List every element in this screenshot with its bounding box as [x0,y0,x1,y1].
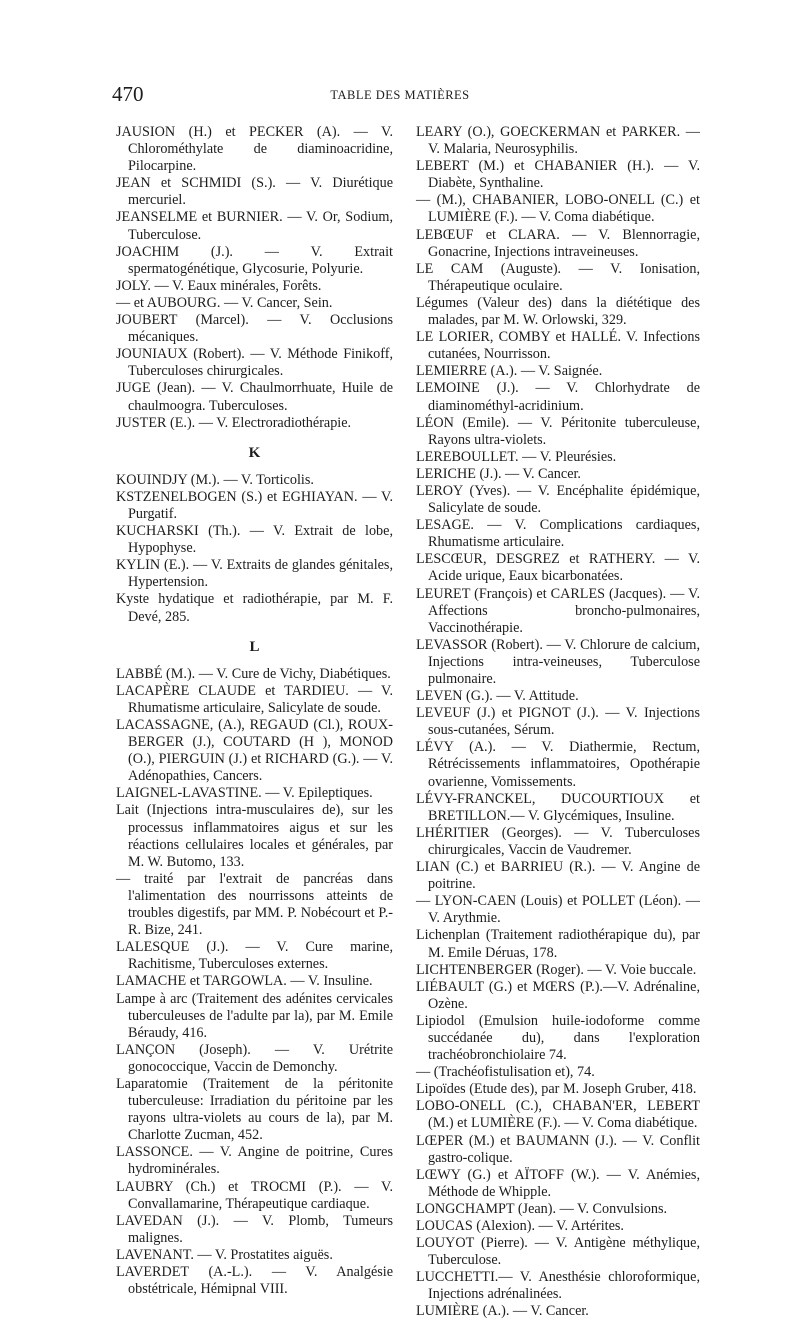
index-entry: JAUSION (H.) et PECKER (A). — V. Chlorométhylate de diaminoacridine, Pilocarpine. [116,124,393,175]
index-entry: Lipoïdes (Etude des), par M. Joseph Gruber, 418. [416,1081,697,1098]
index-entry: LACAPÈRE CLAUDE et TARDIEU. — V. Rhumatisme articulaire, Salicylate de soude. [116,682,393,716]
index-entry: JOUNIAUX (Robert). — V. Méthode Finikoff, Tuberculoses chirurgicales. [116,346,393,380]
index-entry: LEROY (Yves). — V. Encéphalite épidémique, Salicylate de soude. [416,482,700,517]
index-entry: Lampe à arc (Traitement des adénites cervicales tuberculeuses de l'adulte par la), par M. Emile Béraudy, 416. [116,990,393,1041]
index-entry: LAMACHE et TARGOWLA. — V. Insuline. [116,973,373,990]
left-column [116,124,393,1298]
index-entry: LHÉRITIER (Georges). — V. Tuberculoses chirurgicales, Vaccin de Vaudremer. [416,824,700,858]
index-entry: JUSTER (E.). — V. Electroradiothérapie. [116,414,352,431]
index-entry: KYLIN (E.). — V. Extraits de glandes génitales, Hypertension. [116,557,393,591]
index-entry: KOUINDJY (M.). — V. Torticolis. [116,471,314,488]
index-entry: LERICHE (J.). — V. Cancer. [416,465,581,482]
index-entry: LEURET (François) et CARLES (Jacques). — V. Affections broncho-pulmonaires, Vaccinothérapie. [416,585,700,636]
index-entry: LIÉBAULT (G.) et MŒRS (P.).—V. Adrénaline, Ozène. [416,978,700,1012]
index-entry: JOACHIM (J.). — V. Extrait spermatogénétique, Glycosurie, Polyurie. [116,243,393,277]
index-entry: LUCCHETTI.— V. Anesthésie chloroformique, Injections adrénalinées. [416,1269,700,1303]
index-entry: LEVEN (G.). — V. Attitude. [416,688,579,705]
index-entry: Laparatomie (Traitement de la péritonite tuberculeuse: Irradiation du péritoine par les rayons ultra-violets au cours de la), par M. Charlotte Zucman, 452. [116,1075,393,1144]
index-entry: LEARY (O.), GOECKERMAN et PARKER. — V. Malaria, Neurosyphilis. [416,124,700,158]
index-entry: LESAGE. — V. Complications cardiaques, Rhumatisme articulaire. [416,517,700,551]
index-entry: LÉVY (A.). — V. Diathermie, Rectum, Rétrécissements inflammatoires, Opothérapie ovarienne, Vomissements. [416,739,700,790]
index-entry: — (Trachéofistulisation et), 74. [416,1064,595,1081]
index-entry: — LYON-CAEN (Louis) et POLLET (Léon). — V. Arythmie. [416,893,700,927]
index-entry: LŒPER (M.) et BAUMANN (J.). — V. Conflit gastro-colique. [416,1132,700,1166]
index-entry: KSTZENELBOGEN (S.) et EGHIAYAN. — V. Purgatif. [116,488,393,522]
index-entry: LAIGNEL-LAVASTINE. — V. Epileptiques. [116,785,373,802]
index-entry: LOBO-ONELL (C.), CHABAN'ER, LEBERT (M.) et LUMIÈRE (F.). — V. Coma diabétique. [416,1098,700,1132]
index-entry: LEVEUF (J.) et PIGNOT (J.). — V. Injections sous-cutanées, Sérum. [416,705,700,739]
index-entry: LALESQUE (J.). — V. Cure marine, Rachitisme, Tuberculoses externes. [116,939,393,973]
index-entry: LABBÉ (M.). — V. Cure de Vichy, Diabétiques. [116,665,391,682]
index-entry: LŒWY (G.) et AÏTOFF (W.). — V. Anémies, Méthode de Whipple. [416,1166,700,1200]
index-entry: Lait (Injections intra-musculaires de), sur les processus inflammatoires aigus et sur les réactions cellulaires locales et générales, par M. W. Butomo, 133. [116,802,393,870]
index-entry: JOLY. — V. Eaux minérales, Forêts. [116,277,322,294]
index-entry: JEANSELME et BURNIER. — V. Or, Sodium, Tuberculose. [116,209,393,243]
index-entry: LOUYOT (Pierre). — V. Antigène méthylique, Tuberculose. [416,1235,700,1269]
index-entry: Lichenplan (Traitement radiothérapique du), par M. Emile Déruas, 178. [416,927,700,961]
index-entry: LEREBOULLET. — V. Pleurésies. [416,448,617,465]
index-entry: LAUBRY (Ch.) et TROCMI (P.). — V. Convallamarine, Thérapeutique cardiaque. [116,1178,393,1212]
index-entry: LÉVY-FRANCKEL, DUCOURTIOUX et BRETILLON.— V. Glycémiques, Insuline. [416,790,700,824]
index-entry: LESCŒUR, DESGREZ et RATHERY. — V. Acide urique, Eaux bicarbonatées. [416,551,700,585]
index-entry: LEVASSOR (Robert). — V. Chlorure de calcium, Injections intra-veineuses, Tuberculose pulmonaire. [416,636,700,687]
index-entry: LEBERT (M.) et CHABANIER (H.). — V. Diabète, Synthaline. [416,158,700,192]
index-entry: LAVEDAN (J.). — V. Plomb, Tumeurs malignes. [116,1212,393,1246]
index-entry: — traité par l'extrait de pancréas dans l'alimentation des nourrissons atteints de troubles digestifs, par MM. P. Nobécourt et P.-R. Bize, 241. [116,870,393,939]
index-entry: JOUBERT (Marcel). — V. Occlusions mécaniques. [116,312,393,346]
index-entry: LOUCAS (Alexion). — V. Artérites. [416,1218,624,1234]
index-entry: Lipiodol (Emulsion huile-iodoforme comme succédanée du), dans l'exploration trachéobronchiolaire 74. [416,1012,700,1064]
index-entry: — et AUBOURG. — V. Cancer, Sein. [116,294,333,311]
section-letter: K [248,444,261,461]
right-column [416,124,700,1321]
index-entry: LANÇON (Joseph). — V. Urétrite gonococcique, Vaccin de Demonchy. [116,1041,393,1075]
page-header [0,82,800,108]
index-entry: LASSONCE. — V. Angine de poitrine, Cures hydrominérales. [116,1144,393,1178]
index-entry: LAVENANT. — V. Prostatites aiguës. [116,1246,333,1263]
index-entry: LICHTENBERGER (Roger). — V. Voie buccale. [416,961,697,978]
running-title: TABLE DES MATIÈRES [330,88,470,102]
index-entry: LONGCHAMPT (Jean). — V. Convulsions. [416,1200,668,1217]
index-entry: Légumes (Valeur des) dans la diététique des malades, par M. W. Orlowski, 329. [416,294,700,329]
index-entry: LAVERDET (A.-L.). — V. Analgésie obstétricale, Hémipnal VIII. [116,1264,393,1298]
page-number: 470 [112,82,144,106]
index-entry: LÉON (Emile). — V. Péritonite tuberculeuse, Rayons ultra-violets. [416,414,700,448]
index-entry: LUMIÈRE (A.). — V. Cancer. [416,1303,589,1320]
index-entry: KUCHARSKI (Th.). — V. Extrait de lobe, Hypophyse. [116,523,393,557]
index-entry: LEBŒUF et CLARA. — V. Blennorragie, Gonacrine, Injections intraveineuses. [416,226,700,260]
index-entry: LACASSAGNE, (A.), REGAUD (Cl.), ROUX-BERGER (J.), COUTARD (H ), MONOD (O.), PIERGUIN (J.) et RICHARD (G.). — V. Adénopathies, Cancers. [116,717,393,785]
index-entry: Kyste hydatique et radiothérapie, par M. F. Devé, 285. [116,591,393,625]
index-entry: LE CAM (Auguste). — V. Ionisation, Thérapeutique oculaire. [416,260,700,294]
index-entry: LEMIERRE (A.). — V. Saignée. [416,363,603,380]
index-entry: — (M.), CHABANIER, LOBO-ONELL (C.) et LUMIÈRE (F.). — V. Coma diabétique. [416,192,700,226]
index-entry: LE LORIER, COMBY et HALLÉ. V. Infections cutanées, Nourrisson. [416,329,700,363]
index-entry: LEMOINE (J.). — V. Chlorhydrate de diaminométhyl-acridinium. [416,380,700,414]
section-letter: L [249,638,260,655]
index-entry: LIAN (C.) et BARRIEU (R.). — V. Angine de poitrine. [416,859,700,893]
index-entry: JEAN et SCHMIDI (S.). — V. Diurétique mercuriel. [116,175,393,209]
index-entry: JUGE (Jean). — V. Chaulmorrhuate, Huile de chaulmoogra. Tuberculoses. [116,380,393,414]
